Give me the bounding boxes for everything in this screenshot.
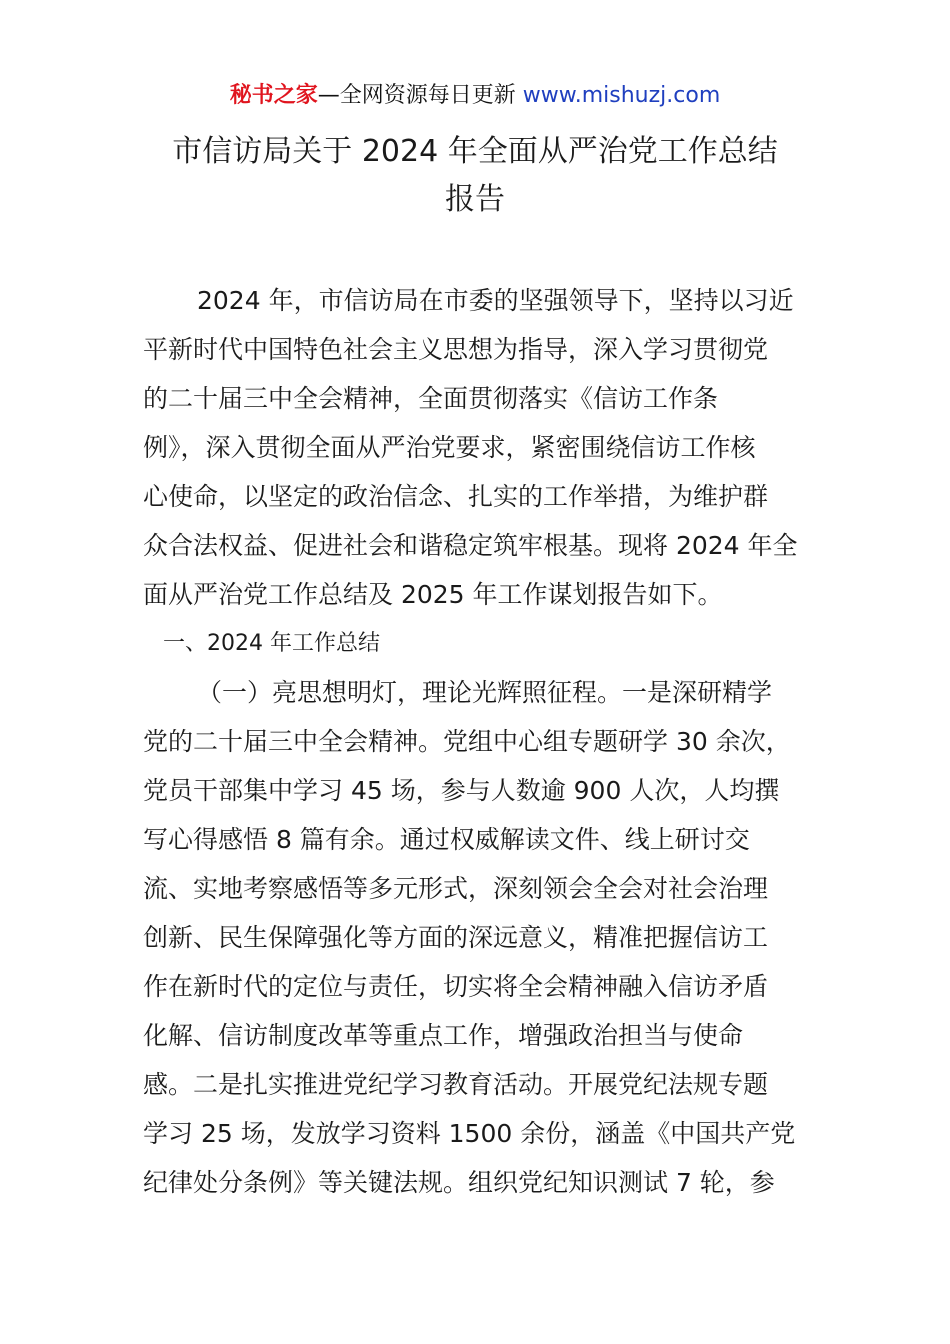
document-title — [100, 128, 850, 224]
title-line-2: 报告 — [445, 182, 505, 217]
body-line: 创新、民生保障强化等方面的深远意义，精准把握信访工 — [143, 923, 769, 952]
body-line: 化解、信访制度改革等重点工作，增强政治担当与使命 — [143, 1021, 744, 1050]
body-line: 的二十届三中全会精神，全面贯彻落实《信访工作条 — [143, 384, 719, 413]
body-line: 2024 年，市信访局在市委的坚强领导下，坚持以习近 — [197, 286, 794, 315]
title-line-1: 市信访局关于 2024 年全面从严治党工作总结 — [172, 134, 778, 169]
brand-name: 秘书之家 — [229, 83, 318, 108]
body-line: 例》，深入贯彻全面从严治党要求，紧密围绕信访工作核 — [143, 433, 756, 462]
body-line: 党的二十届三中全会精神。党组中心组专题研学 30 余次， — [143, 727, 791, 756]
section-heading: 一、2024 年工作总结 — [163, 631, 380, 656]
site-url[interactable]: www.mishuzj.com — [522, 83, 721, 108]
body-line: 作在新时代的定位与责任，切实将全会精神融入信访矛盾 — [143, 972, 769, 1001]
body-line: 众合法权益、促进社会和谐稳定筑牢根基。现将 2024 年全 — [143, 531, 798, 560]
body-line: 写心得感悟 8 篇有余。通过权威解读文件、线上研讨交 — [143, 825, 750, 854]
body-line: 党员干部集中学习 45 场，参与人数逾 900 人次，人均撰 — [143, 776, 780, 805]
body-line: 心使命，以坚定的政治信念、扎实的工作举措，为维护群 — [143, 482, 769, 511]
document-body — [143, 276, 813, 1207]
site-banner — [0, 80, 950, 112]
body-line: 流、实地考察感悟等多元形式，深刻领会全会对社会治理 — [143, 874, 769, 903]
body-line: 纪律处分条例》等关键法规。组织党纪知识测试 7 轮，参 — [143, 1168, 775, 1197]
body-line: 面从严治党工作总结及 2025 年工作谋划报告如下。 — [143, 580, 723, 609]
banner-slogan: —全网资源每日更新 — [317, 83, 523, 108]
body-line: 感。二是扎实推进党纪学习教育活动。开展党纪法规专题 — [143, 1070, 769, 1099]
body-line: （一）亮思想明灯，理论光辉照征程。一是深研精学 — [197, 678, 773, 707]
body-line: 学习 25 场，发放学习资料 1500 余份，涵盖《中国共产党 — [143, 1119, 796, 1148]
body-line: 平新时代中国特色社会主义思想为指导，深入学习贯彻党 — [143, 335, 769, 364]
